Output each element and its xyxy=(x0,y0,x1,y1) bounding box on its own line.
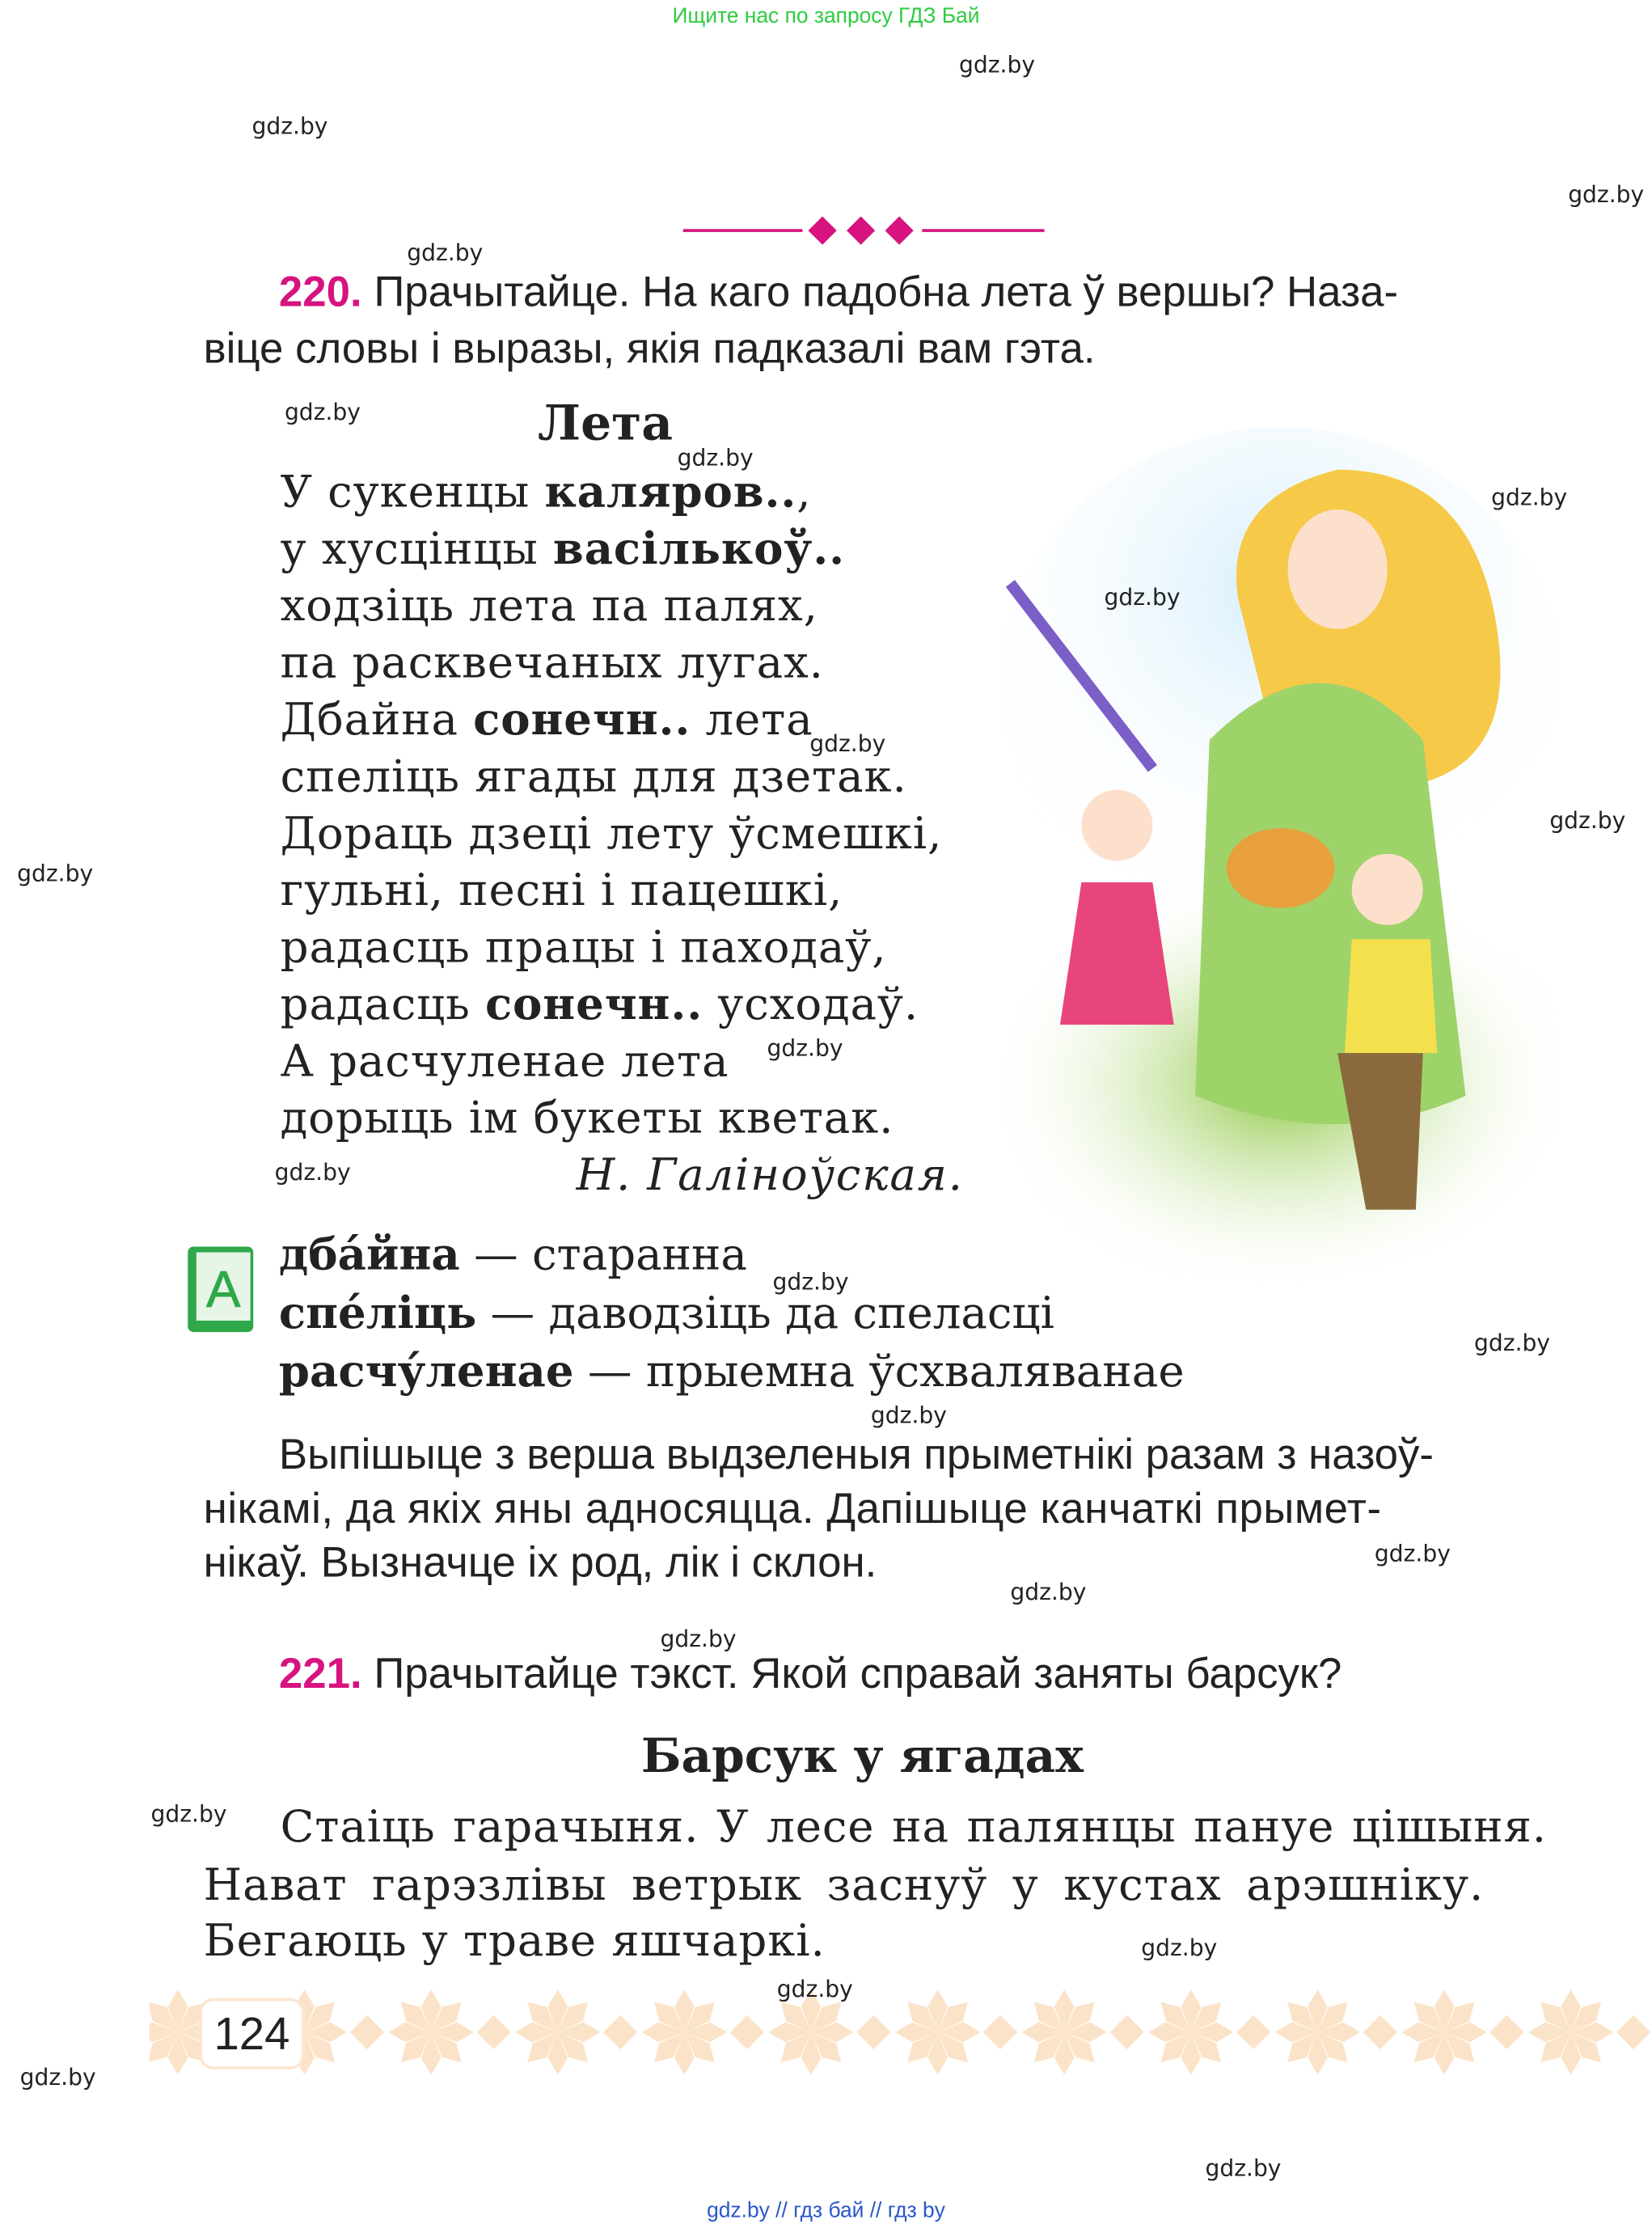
dictionary-entry xyxy=(279,1285,1185,1343)
watermark: gdz.by xyxy=(1104,583,1181,611)
poem-text: Дбайна xyxy=(280,694,474,746)
snowflake-ornament xyxy=(642,1989,728,2075)
dictionary-book-icon xyxy=(185,1244,260,1338)
snowflake-ornament xyxy=(515,1989,601,2075)
poem-line xyxy=(281,805,943,862)
ornament-band xyxy=(150,1989,1652,2075)
watermark: gdz.by xyxy=(660,1625,737,1653)
diamond-ornament xyxy=(476,2015,510,2049)
dictionary-meaning: — даводзіць да спеласці xyxy=(476,1287,1054,1339)
watermark: gdz.by xyxy=(1205,2154,1282,2182)
highlighted-word: васількоў.. xyxy=(552,523,845,575)
text-line: Бегаюць у траве яшчаркі. xyxy=(203,1915,826,1967)
watermark: gdz.by xyxy=(870,1402,947,1429)
poem-text: Дораць дзеці лету ўсмешкі, xyxy=(280,808,943,860)
task-text: Прачытайце тэкст. Якой справай заняты барсук? xyxy=(374,1651,1342,1698)
poem-text: радасць xyxy=(280,979,485,1031)
watermark: gdz.by xyxy=(251,112,328,140)
text-line: Нават гарэзлівы ветрык заснуў у кустах арэшніку. xyxy=(203,1859,1485,1912)
promo-link[interactable]: Ищите нас по запросу ГДЗ Бай xyxy=(672,4,980,29)
poem-text: радасць працы і паходаў, xyxy=(280,922,887,974)
watermark: gdz.by xyxy=(776,1975,853,2002)
dictionary-meaning: — прыемна ўсхваляванае xyxy=(573,1346,1185,1398)
watermark: gdz.by xyxy=(1374,1539,1451,1567)
watermark: gdz.by xyxy=(17,859,94,887)
poem-text: па расквечаных лугах. xyxy=(280,637,824,689)
watermark: gdz.by xyxy=(772,1267,849,1296)
task-221 xyxy=(279,1647,1341,1703)
watermark: gdz.by xyxy=(1474,1329,1551,1356)
poem-text: усходаў. xyxy=(703,979,919,1031)
poem-line xyxy=(281,920,943,976)
poem-text: У сукенцы xyxy=(280,467,545,518)
text-title: Барсук у ягадах xyxy=(640,1727,1084,1783)
poem-text: А расчуленае лета xyxy=(280,1036,729,1088)
diamond-ornament xyxy=(1110,2015,1144,2049)
svg-text:А: А xyxy=(206,1261,241,1318)
exercise-line: нікамі, да якіх яны адносяцца. Дапішыце канчаткі прымет- xyxy=(203,1486,1382,1533)
task-220-line1 xyxy=(279,264,1398,321)
diamond-ornament xyxy=(1236,2015,1270,2049)
snowflake-ornament xyxy=(1275,1989,1361,2075)
footer-links[interactable]: gdz.by // гдз бай // гдз by xyxy=(707,2198,945,2223)
poem-line xyxy=(281,521,943,577)
exercise-line: Выпішыце з верша выдзеленыя прыметнікі разам з назоў- xyxy=(278,1431,1434,1479)
watermark: gdz.by xyxy=(19,2063,96,2091)
watermark: gdz.by xyxy=(407,239,484,267)
dictionary-entry xyxy=(279,1227,1185,1285)
diamond-ornament xyxy=(856,2015,890,2049)
snowflake-ornament xyxy=(388,1989,474,2075)
task-text: Прачытайце. На каго падобна лета ў вершы? Наза- xyxy=(374,268,1399,316)
poem-body xyxy=(281,464,943,1148)
dictionary-list xyxy=(279,1227,1185,1402)
poem-text: у хусцінцы xyxy=(280,523,553,575)
dictionary-word: расчу́ленае xyxy=(278,1346,574,1398)
dictionary-meaning: — старанна xyxy=(459,1229,747,1281)
exercise-line: нікаў. Вызначце іх род, лік і склон. xyxy=(203,1539,877,1588)
poem-text: гульні, песні і пацешкі, xyxy=(280,865,843,917)
diamond-ornament xyxy=(603,2015,637,2049)
dictionary-word: дба́йна xyxy=(278,1229,460,1281)
watermark: gdz.by xyxy=(284,398,361,426)
section-divider xyxy=(683,214,1045,247)
snowflake-ornament xyxy=(1528,1989,1614,2075)
poem-text: дорыць ім букеты кветак. xyxy=(280,1093,894,1144)
poem-line xyxy=(281,1090,943,1147)
watermark: gdz.by xyxy=(1549,806,1626,835)
watermark: gdz.by xyxy=(767,1034,843,1062)
highlighted-word: сонечн.. xyxy=(484,979,703,1031)
dictionary-entry xyxy=(279,1343,1185,1402)
diamond-ornament xyxy=(730,2015,764,2049)
snowflake-ornament xyxy=(895,1989,981,2075)
poem-line xyxy=(281,577,943,634)
snowflake-ornament xyxy=(1148,1989,1234,2075)
watermark: gdz.by xyxy=(959,51,1036,78)
watermark: gdz.by xyxy=(1010,1578,1087,1605)
poem-line xyxy=(281,862,943,919)
poem-text: ходзіць лета па палях, xyxy=(280,580,818,632)
watermark: gdz.by xyxy=(677,444,754,471)
watermark: gdz.by xyxy=(274,1158,351,1186)
poem-author: Н. Галіноўская. xyxy=(576,1149,964,1202)
watermark: gdz.by xyxy=(1141,1934,1218,1961)
poem-text: лета xyxy=(691,694,813,746)
watermark: gdz.by xyxy=(809,729,886,758)
diamond-ornament xyxy=(1616,2015,1650,2049)
highlighted-word: сонечн.. xyxy=(473,694,691,746)
task-number: 221. xyxy=(278,1651,362,1698)
dictionary-word: спе́ліць xyxy=(278,1287,477,1339)
text-line: Стаіць гарачыня. У лесе на палянцы пануе цішыня. xyxy=(280,1801,1547,1854)
poem-line xyxy=(281,976,943,1033)
watermark: gdz.by xyxy=(150,1800,227,1828)
poem-line xyxy=(281,1034,943,1090)
snowflake-ornament xyxy=(1401,1989,1487,2075)
page-number: 124 xyxy=(199,1998,304,2070)
watermark: gdz.by xyxy=(1568,180,1645,208)
poem-text: , xyxy=(796,467,812,518)
snowflake-ornament xyxy=(1021,1989,1107,2075)
poem-text: спеліць ягады для дзетак. xyxy=(280,751,907,803)
diamond-ornament xyxy=(1363,2015,1397,2049)
poem-title: Лета xyxy=(538,395,673,453)
diamond-ornament xyxy=(350,2015,384,2049)
highlighted-word: каляров.. xyxy=(544,467,797,518)
task-number: 220. xyxy=(278,268,362,316)
poem-line xyxy=(281,464,943,521)
task-220-line2: віце словы і выразы, якія падказалі вам гэта. xyxy=(203,325,1096,374)
watermark: gdz.by xyxy=(1491,484,1568,511)
poem-line xyxy=(281,635,943,691)
diamond-ornament xyxy=(1489,2015,1523,2049)
diamond-ornament xyxy=(983,2015,1017,2049)
summer-illustration xyxy=(996,412,1558,1295)
